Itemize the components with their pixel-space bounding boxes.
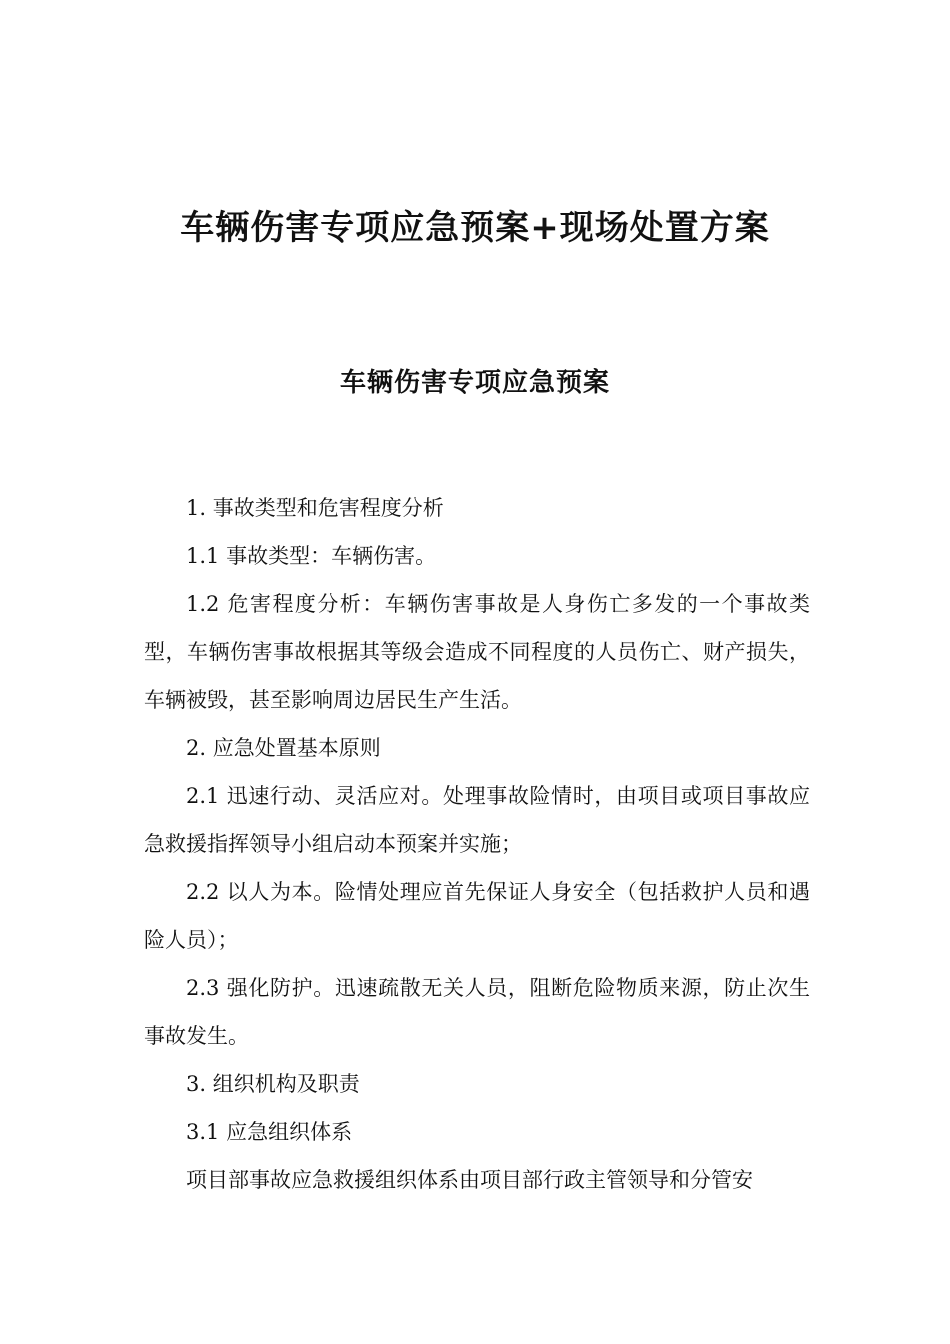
section-title: 车辆伤害专项应急预案 — [339, 368, 610, 398]
document-title: 车辆伤害专项应急预案+现场处置方案 — [180, 208, 770, 248]
heading-2: 2. 应急处置基本原则 — [186, 736, 381, 760]
heading-3: 3. 组织机构及职责 — [186, 1072, 360, 1096]
paragraph-1-1: 1.1 事故类型：车辆伤害。 — [186, 544, 437, 568]
paragraph-2-1: 2.1 迅速行动、灵活应对。处理事故险情时，由项目或项目事故应急救援指挥领导小组启动本预案并实施； — [144, 784, 810, 856]
heading-3-1: 3.1 应急组织体系 — [186, 1120, 353, 1144]
paragraph-2-2: 2.2 以人为本。险情处理应首先保证人身安全（包括救护人员和遇险人员）； — [144, 880, 810, 952]
paragraph-1-2: 1.2 危害程度分析：车辆伤害事故是人身伤亡多发的一个事故类型，车辆伤害事故根据其等级会造成不同程度的人员伤亡、财产损失，车辆被毁，甚至影响周边居民生产生活。 — [144, 592, 810, 712]
paragraph-3-1-body: 项目部事故应急救援组织体系由项目部行政主管领导和分管安 — [186, 1168, 753, 1192]
heading-1: 1. 事故类型和危害程度分析 — [186, 496, 444, 520]
paragraph-2-3: 2.3 强化防护。迅速疏散无关人员，阻断危险物质来源，防止次生事故发生。 — [144, 976, 810, 1048]
document-body — [144, 484, 810, 1204]
